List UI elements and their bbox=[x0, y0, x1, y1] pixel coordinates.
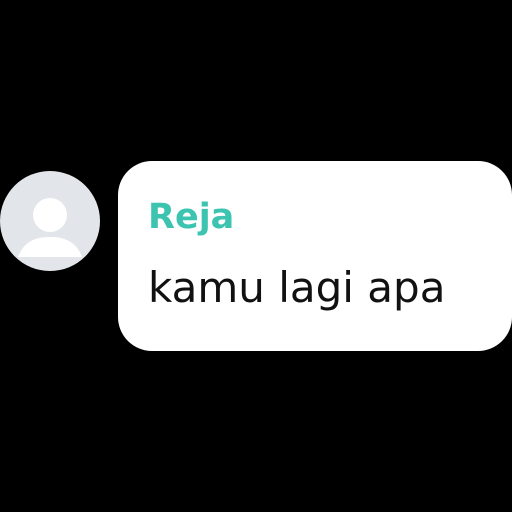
message-text: kamu lagi apa bbox=[148, 263, 446, 312]
avatar[interactable] bbox=[0, 171, 100, 271]
message-bubble[interactable] bbox=[118, 161, 512, 351]
user-placeholder-icon bbox=[0, 171, 100, 271]
sender-name[interactable]: Reja bbox=[148, 197, 235, 237]
